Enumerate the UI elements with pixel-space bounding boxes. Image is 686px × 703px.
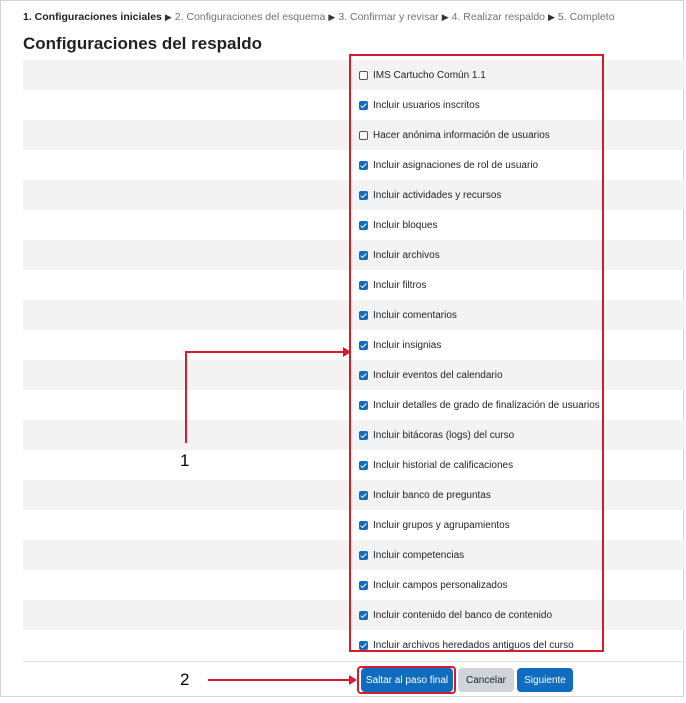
- setting-label[interactable]: Incluir insignias: [373, 339, 442, 351]
- setting-row: [23, 630, 685, 660]
- breadcrumb-step: 2. Configuraciones del esquema: [174, 11, 326, 23]
- footer-divider: [23, 661, 685, 662]
- setting-label[interactable]: Incluir eventos del calendario: [373, 369, 503, 381]
- setting-row: [23, 90, 685, 120]
- cancel-button[interactable]: Cancelar: [458, 668, 514, 692]
- callout-2-arrow-icon: [349, 675, 357, 685]
- skip-to-final-step-button[interactable]: Saltar al paso final: [361, 668, 453, 692]
- setting-label[interactable]: Incluir filtros: [373, 279, 427, 291]
- setting-label[interactable]: Incluir historial de calificaciones: [373, 459, 514, 471]
- checkbox-checked[interactable]: [359, 461, 368, 470]
- checkbox-checked[interactable]: [359, 191, 368, 200]
- setting-row: [23, 360, 685, 390]
- checkbox-unchecked[interactable]: [359, 71, 368, 80]
- checkbox-checked[interactable]: [359, 581, 368, 590]
- setting-label[interactable]: Incluir archivos: [373, 249, 440, 261]
- setting-label[interactable]: Incluir bitácoras (logs) del curso: [373, 429, 515, 441]
- setting-label[interactable]: Incluir grupos y agrupamientos: [373, 519, 510, 531]
- page-title: Configuraciones del respaldo: [23, 34, 262, 53]
- checkbox-checked[interactable]: [359, 311, 368, 320]
- setting-row: [23, 480, 685, 510]
- setting-label[interactable]: Incluir detalles de grado de finalización de usuarios: [373, 399, 600, 411]
- setting-row: [23, 420, 685, 450]
- callout-number-2: 2: [180, 670, 190, 689]
- checkbox-checked[interactable]: [359, 341, 368, 350]
- callout-2-line: [208, 679, 351, 681]
- setting-row: [23, 450, 685, 480]
- setting-label[interactable]: Hacer anónima información de usuarios: [373, 129, 550, 141]
- breadcrumb-step: 5. Completo: [557, 11, 615, 23]
- setting-row: [23, 570, 685, 600]
- setting-label[interactable]: Incluir asignaciones de rol de usuario: [373, 159, 539, 171]
- setting-label[interactable]: Incluir competencias: [373, 549, 465, 561]
- setting-row: [23, 120, 685, 150]
- setting-row: [23, 60, 685, 90]
- setting-row: [23, 540, 685, 570]
- breadcrumb-separator-icon: ▶: [164, 12, 172, 22]
- checkbox-checked[interactable]: [359, 161, 368, 170]
- checkbox-checked[interactable]: [359, 491, 368, 500]
- setting-row: [23, 210, 685, 240]
- settings-list: [23, 60, 685, 660]
- callout-1-vertical-line: [185, 351, 187, 443]
- setting-row: [23, 240, 685, 270]
- setting-row: [23, 180, 685, 210]
- callout-1-arrow-icon: [343, 347, 351, 357]
- breadcrumb: [23, 11, 615, 23]
- breadcrumb-step: 1. Configuraciones iniciales: [23, 11, 162, 23]
- setting-label[interactable]: Incluir bloques: [373, 219, 438, 231]
- setting-row: [23, 150, 685, 180]
- setting-label[interactable]: Incluir archivos heredados antiguos del curso: [373, 639, 574, 651]
- setting-label[interactable]: Incluir banco de preguntas: [373, 489, 491, 501]
- setting-row: [23, 300, 685, 330]
- checkbox-checked[interactable]: [359, 551, 368, 560]
- next-button[interactable]: Siguiente: [517, 668, 573, 692]
- callout-number-1: 1: [180, 451, 190, 470]
- setting-label[interactable]: Incluir actividades y recursos: [373, 189, 502, 201]
- setting-row: [23, 600, 685, 630]
- setting-label[interactable]: Incluir contenido del banco de contenido: [373, 609, 553, 621]
- checkbox-checked[interactable]: [359, 371, 368, 380]
- setting-row: [23, 390, 685, 420]
- checkbox-checked[interactable]: [359, 431, 368, 440]
- checkbox-checked[interactable]: [359, 221, 368, 230]
- setting-row: [23, 270, 685, 300]
- checkbox-checked[interactable]: [359, 611, 368, 620]
- setting-label[interactable]: Incluir campos personalizados: [373, 579, 508, 591]
- checkbox-checked[interactable]: [359, 401, 368, 410]
- checkbox-checked[interactable]: [359, 101, 368, 110]
- checkbox-unchecked[interactable]: [359, 131, 368, 140]
- breadcrumb-step: 3. Confirmar y revisar: [338, 11, 439, 23]
- setting-label[interactable]: Incluir usuarios inscritos: [373, 99, 480, 111]
- setting-row: [23, 510, 685, 540]
- breadcrumb-step: 4. Realizar respaldo: [451, 11, 545, 23]
- breadcrumb-separator-icon: ▶: [441, 12, 449, 22]
- callout-1-horizontal-line: [185, 351, 343, 353]
- setting-label[interactable]: IMS Cartucho Común 1.1: [373, 69, 486, 81]
- checkbox-checked[interactable]: [359, 521, 368, 530]
- setting-row: [23, 330, 685, 360]
- setting-label[interactable]: Incluir comentarios: [373, 309, 457, 321]
- breadcrumb-separator-icon: ▶: [328, 12, 336, 22]
- checkbox-checked[interactable]: [359, 281, 368, 290]
- checkbox-checked[interactable]: [359, 641, 368, 650]
- checkbox-checked[interactable]: [359, 251, 368, 260]
- breadcrumb-separator-icon: ▶: [548, 12, 555, 22]
